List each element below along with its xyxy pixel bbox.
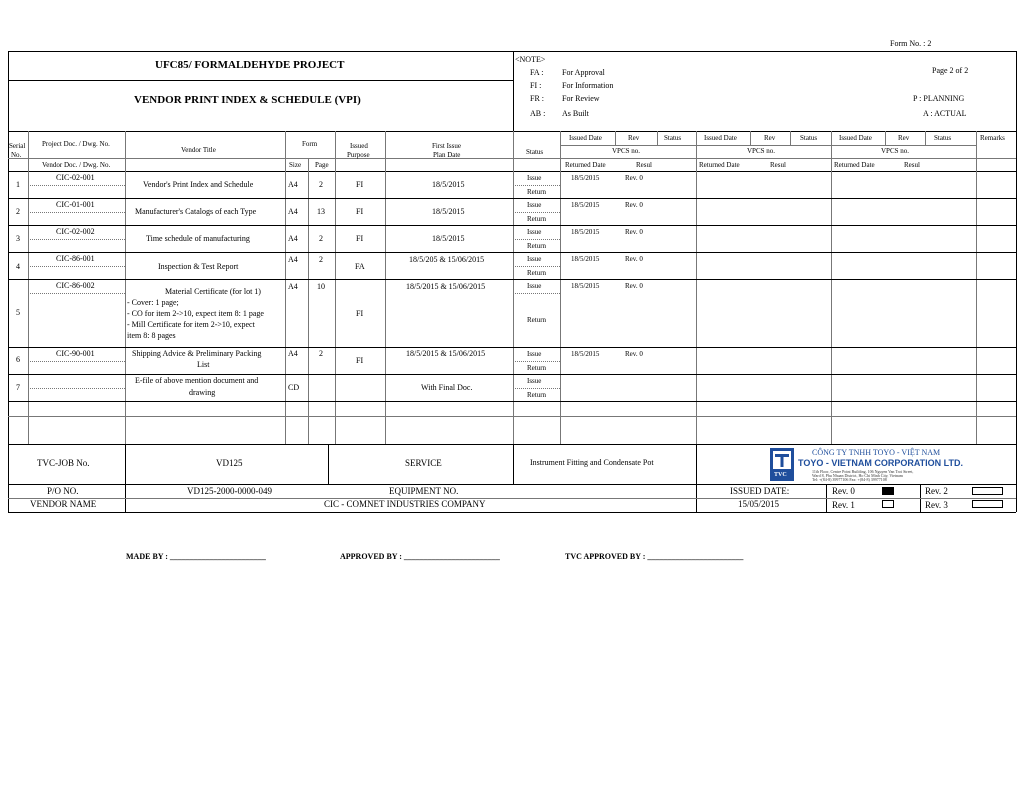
row-6-title-2: List [197,360,210,369]
col-line-purpose [385,131,386,444]
header-rev-2: Rev [764,134,776,142]
row-7-status-split [513,388,560,389]
row-5-sub-4: item 8: 8 pages [127,331,176,340]
note-divider [513,51,514,131]
company-vn-name: CÔNG TY TNHH TOYO - VIỆT NAM [812,448,941,457]
row-5-size: A4 [288,282,298,291]
row-5-plan-date: 18/5/2015 & 15/06/2015 [406,282,486,291]
note-title: <NOTE> [515,55,546,64]
sub-sep-2b [790,131,791,145]
col-line-group2 [831,131,832,444]
col-line-serial [28,131,29,444]
blank-row-bottom [8,416,1016,417]
row-6-purpose: FI [356,356,364,365]
company-address-2: Ward 8, Phu Nhuan District, Ho Chi Minh City, Vietnam [812,473,903,478]
table-body-bottom [8,444,1016,445]
row-3-serial: 3 [16,234,20,243]
row-1-rev: Rev. 0 [625,174,643,182]
row-4-purpose: FA [355,262,365,271]
row-5-doc-no: CIC-86-002 [56,281,95,290]
row-6-status-issue: Issue [527,350,542,358]
row-2-plan-date: 18/5/2015 [432,207,465,216]
row-2-bottom [8,225,1016,226]
row-4-plan-date: 18/5/205 & 15/06/2015 [409,255,485,264]
company-en-name: TOYO - VIETNAM CORPORATION LTD. [798,458,963,468]
row-3-plan-date: 18/5/2015 [432,234,465,243]
row-4-bottom [8,279,1016,280]
table-left-border [8,51,9,512]
row-5-sub-3: - Mill Certificate for item 2->10, expect [127,320,255,329]
sub-sep-3b [925,131,926,145]
row-3-purpose: FI [356,234,364,243]
row-5-doc-split [28,293,125,294]
row-4-doc-no: CIC-86-001 [56,254,95,263]
footer-mid-line [8,484,1016,485]
header-returned-2: Returned Date [699,161,740,169]
row-1-serial: 1 [16,180,20,189]
header-form: Form [302,140,318,148]
row-1-doc-no: CIC-02-001 [56,173,95,182]
row-7-serial: 7 [16,383,20,392]
header-vpcs-3: VPCS no. [881,147,910,155]
row-1-status-split [513,185,560,186]
row-5-page: 10 [317,282,325,291]
header-vendor-doc: Vendor Doc. / Dwg. No. [42,161,111,169]
row-2-doc-no: CIC-01-001 [56,200,95,209]
note-code-fa: FA : [530,68,544,77]
header-status: Status [526,148,544,156]
col-line-page [335,131,336,444]
row-1-title: Vendor's Print Index and Schedule [143,180,254,189]
footer-line-a [125,444,126,512]
row-5-title: Material Certificate (for lot 1) [165,287,261,296]
row-1-page: 2 [319,180,323,189]
header-page: Page [315,161,329,169]
header-rev-1: Rev [628,134,640,142]
row-4-status-split [513,266,560,267]
row-6-rev: Rev. 0 [625,350,643,358]
row-6-serial: 6 [16,355,20,364]
tvc-job-value: VD125 [216,458,243,468]
header-issued-date-3: Issued Date [839,134,872,142]
header-project-doc: Project Doc. / Dwg. No. [42,140,110,148]
row-7-status-return: Return [527,391,547,399]
header-result-2: Resul [770,161,786,169]
header-issued-date-1: Issued Date [569,134,602,142]
row-1-bottom [8,198,1016,199]
row-3-size: A4 [288,234,298,243]
rev-2-label: Rev. 2 [925,486,948,496]
company-contact: Tel: +(84-8) 39977106 Fax: +(84-8) 39977108 [812,477,887,482]
row-2-status-split [513,212,560,213]
header-status-3: Status [934,134,952,142]
col-line-group1 [696,131,697,444]
issued-date-label: ISSUED DATE: [730,486,790,496]
row-4-status-issue: Issue [527,255,542,263]
row-7-doc-split [28,388,125,389]
row-1-purpose: FI [356,180,364,189]
row-5-status-return: Return [527,316,547,324]
header-remarks: Remarks [980,134,1005,142]
row-2-doc-split [28,212,125,213]
vendor-name-value: CIC - COMNET INDUSTRIES COMPANY [324,499,486,509]
approved-by-signature: APPROVED BY : ________________________ [340,552,500,561]
sub-sep-3a [885,131,886,145]
row-2-size: A4 [288,207,298,216]
header-no: No. [11,151,22,159]
row-1-size: A4 [288,180,298,189]
col-line-title [285,131,286,444]
header-issued-date-2: Issued Date [704,134,737,142]
note-code-fr: FR : [530,94,545,103]
row-4-serial: 4 [16,262,20,271]
project-title: UFC85/ FORMALDEHYDE PROJECT [155,59,345,71]
row-1-plan-date: 18/5/2015 [432,180,465,189]
row-6-issued-date: 18/5/2015 [571,350,600,358]
row-7-title: E-file of above mention document and [135,376,259,385]
row-4-status-return: Return [527,269,547,277]
row-2-status-return: Return [527,215,547,223]
page-info: Page 2 of 2 [932,66,969,75]
footer-line-d [696,444,697,512]
row-1-doc-split [28,185,125,186]
tvc-approved-by-signature: TVC APPROVED BY : ________________________ [565,552,744,561]
row-4-rev: Rev. 0 [625,255,643,263]
row-2-serial: 2 [16,207,20,216]
row-4-doc-split [28,266,125,267]
row-6-page: 2 [319,349,323,358]
row-5-status-issue: Issue [527,282,542,290]
row-3-rev: Rev. 0 [625,228,643,236]
sub-sep-1a [615,131,616,145]
row-3-doc-no: CIC-02-002 [56,227,95,236]
tvc-job-label: TVC-JOB No. [37,458,90,468]
row-7-plan-date: With Final Doc. [421,383,473,392]
header-returned-1: Returned Date [565,161,606,169]
row-2-issued-date: 18/5/2015 [571,201,600,209]
row-6-size: A4 [288,349,298,358]
row-1-issued-date: 18/5/2015 [571,174,600,182]
document-title: VENDOR PRINT INDEX & SCHEDULE (VPI) [134,94,361,106]
header-plan-date: Plan Date [433,151,461,159]
row-6-status-return: Return [527,364,547,372]
po-label: P/O NO. [47,486,79,496]
note-code-ab: AB : [530,109,546,118]
col-line-doc [125,131,126,444]
row-7-title-2: drawing [189,388,216,397]
header-status-2: Status [800,134,818,142]
row-7-size: CD [288,383,300,392]
row-2-rev: Rev. 0 [625,201,643,209]
note-desc-fr: For Review [562,94,600,103]
header-purpose: Purpose [347,151,370,159]
col-line-remarks [976,131,977,444]
legend-planning: P : PLANNING [913,94,965,103]
sub-sep-2a [750,131,751,145]
row-3-doc-split [28,239,125,240]
header-sub-line [560,145,976,146]
row-5-purpose: FI [356,309,364,318]
header-result-3: Resul [904,161,920,169]
row-3-page: 2 [319,234,323,243]
row-3-bottom [8,252,1016,253]
row-5-sub-2: - CO for item 2->10, expect item 8: 1 page [127,309,264,318]
col-line-status [560,131,561,444]
row-5-status-split [513,293,560,294]
header-first-issue: First Issue [432,142,461,150]
row-5-rev: Rev. 0 [625,282,643,290]
issued-date-value: 15/05/2015 [738,499,780,509]
row-6-bottom [8,374,1016,375]
header-rev-3: Rev [898,134,910,142]
row-2-status-issue: Issue [527,201,542,209]
footer-row-split [8,498,1016,499]
header-status-1: Status [664,134,682,142]
row-6-plan-date: 18/5/2015 & 15/06/2015 [406,349,486,358]
company-address-1: 11th Floor, Centre Point Building, 106 Nguyen Van Troi Street, [812,469,914,474]
row-3-status-return: Return [527,242,547,250]
row-4-page: 2 [319,255,323,264]
row-3-issued-date: 18/5/2015 [571,228,600,236]
header-issued: Issued [350,142,368,150]
note-desc-fi: For Information [562,81,614,90]
footer-line-c [513,444,514,484]
rev-1-label: Rev. 1 [832,500,855,510]
row-5-serial: 5 [16,308,20,317]
row-3-status-issue: Issue [527,228,542,236]
row-6-title: Shipping Advice & Preliminary Packing [132,349,262,358]
footer-bottom-line [8,512,1016,513]
form-number: Form No. : 2 [890,39,932,48]
equipment-label: EQUIPMENT NO. [389,486,459,496]
po-value: VD125-2000-0000-049 [187,486,272,496]
note-desc-fa: For Approval [562,68,605,77]
rev-3-label: Rev. 3 [925,500,948,510]
legend-actual: A : ACTUAL [923,109,967,118]
row-2-title: Manufacturer's Catalogs of each Type [135,207,257,216]
made-by-signature: MADE BY : ________________________ [126,552,266,561]
header-serial: Serial [9,142,26,150]
col-line-plan [513,131,514,444]
sub-sep-1b [657,131,658,145]
row-1-status-return: Return [527,188,547,196]
header-returned-3: Returned Date [834,161,875,169]
row-5-issued-date: 18/5/2015 [571,282,600,290]
row-5-bottom [8,347,1016,348]
header-vpcs-2: VPCS no. [747,147,776,155]
header-bottom-line [8,171,1016,172]
table-right-border [1016,51,1017,512]
title-divider [8,80,513,81]
header-size: Size [289,161,302,169]
table-top-border [8,51,1016,52]
header-vendor-title: Vendor Title [181,146,216,154]
rev-0-checkbox[interactable] [882,487,894,495]
row-7-status-issue: Issue [527,377,542,385]
row-4-size: A4 [288,255,298,264]
rev-1-checkbox[interactable] [882,500,894,508]
rev-3-checkbox[interactable] [972,500,1003,508]
footer-line-b [328,444,329,484]
row-6-status-split [513,361,560,362]
row-4-title: Inspection & Test Report [158,262,239,271]
header-bottom-border [8,131,1016,132]
header-result-1: Resul [636,161,652,169]
service-value: Instrument Fitting and Condensate Pot [530,458,654,467]
row-6-doc-no: CIC-90-001 [56,349,95,358]
row-3-title: Time schedule of manufacturing [146,234,250,243]
header-mid-line [8,158,1016,159]
note-code-fi: FI : [530,81,542,90]
row-2-page: 13 [317,207,325,216]
row-5-sub-1: - Cover: 1 page; [127,298,179,307]
tvc-logo-text: TVC [774,472,787,478]
row-3-status-split [513,239,560,240]
form-sub-line [285,158,335,159]
header-vpcs-1: VPCS no. [612,147,641,155]
row-7-bottom [8,401,1016,402]
row-1-status-issue: Issue [527,174,542,182]
vendor-name-label: VENDOR NAME [30,499,97,509]
row-6-doc-split [28,361,125,362]
note-desc-ab: As Built [562,109,589,118]
service-label: SERVICE [405,458,442,468]
rev-0-label: Rev. 0 [832,486,855,496]
row-4-issued-date: 18/5/2015 [571,255,600,263]
row-2-purpose: FI [356,207,364,216]
rev-2-checkbox[interactable] [972,487,1003,495]
